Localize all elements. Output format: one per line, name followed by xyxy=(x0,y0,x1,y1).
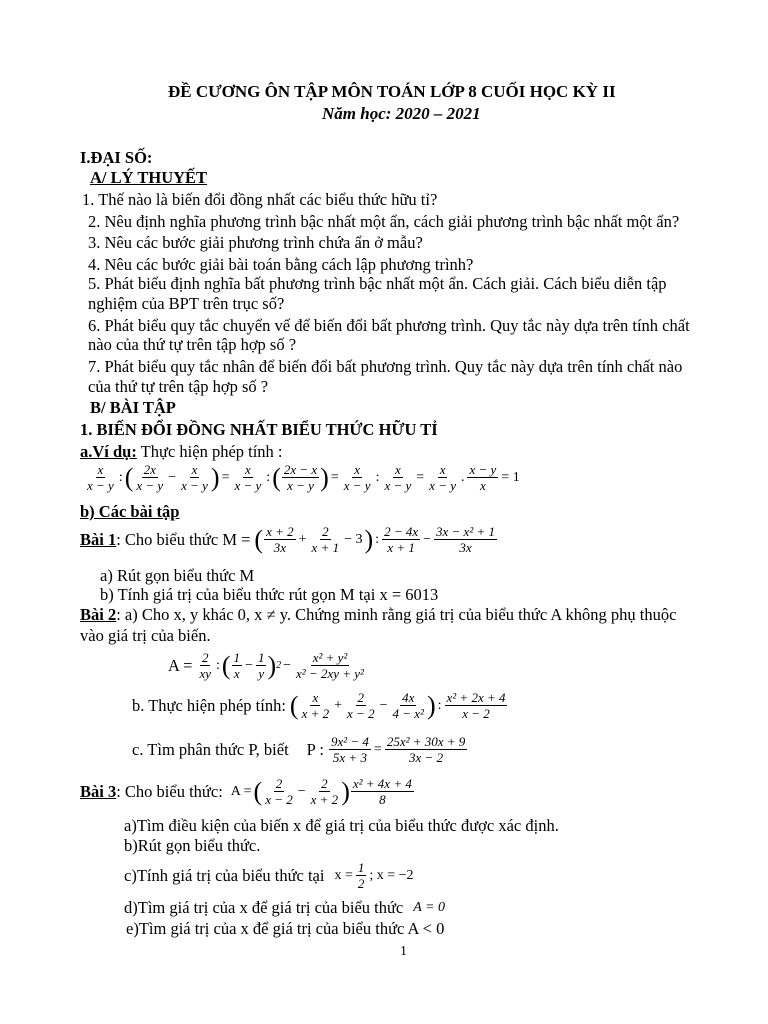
bai2-a-prefix: A = xyxy=(168,655,193,675)
bai2-line2: vào giá trị của biến. xyxy=(80,626,211,645)
theory-question-7-cont: của thứ tự trên tập hợp số ? xyxy=(88,377,269,396)
example-formula: $\frac{x}{x - y}$ : ( $\frac{2x}{x - y}$ − $\frac{x}{x - y}$ ) = $\frac{x}{x - y}$ : ( $\frac{2x - x}{x - y}$ ) = $\frac{x}{x - y}$ : $\frac{x}{x - y}$ = $\frac{x}{x - y}$ . $\frac{x - y}{x}$ = 1 xyxy=(87,462,520,493)
bai2-formula-a: A = $\frac{2}{xy}$ : ( $\frac{1}{x}$ − $\frac{1}{y}$ ) 2 − $\frac{\text{x² + y²}}{\text{x² − 2xy + y²}}$ xyxy=(168,650,364,681)
bai1-line: Bài 1 : Cho biểu thức M = ( $\frac{x + 2}{3x}$ + $\frac{2}{x + 1}$ − 3 ) : $\frac{2 - 4x}{x + 1}$ − $\frac{\text{3x − x² + 1}}{3x}$ xyxy=(80,524,495,555)
bai2-c-label: c. Tìm phân thức P, biết xyxy=(132,739,289,759)
bai3-c-text: c)Tính giá trị của biểu thức tại xyxy=(124,865,325,885)
bai3-part-b: b)Rút gọn biểu thức. xyxy=(124,836,261,855)
school-year: Năm học: 2020 – 2021 xyxy=(322,104,481,123)
theory-question-2: 2. Nêu định nghĩa phương trình bậc nhất một ẩn, cách giải phương trình bậc nhất một ẩn? xyxy=(88,212,680,231)
theory-question-5: 5. Phát biểu định nghĩa bất phương trình bậc nhất một ẩn. Cách giải. Cách biểu diễn tập xyxy=(88,274,667,293)
bai1-part-b: b) Tính giá trị của biểu thức rút gọn M tại x = 6013 xyxy=(100,585,439,604)
theory-question-5-cont: nghiệm của BPT trên trục số? xyxy=(88,294,285,313)
exercises-label: b) Các bài tập xyxy=(80,502,180,521)
theory-heading: A/ LÝ THUYẾT xyxy=(90,168,208,187)
bai1-intro: : Cho biểu thức M = xyxy=(116,529,251,549)
example-line xyxy=(80,442,283,462)
theory-question-4: 4. Nêu các bước giải bài toán bằng cách lập phương trình? xyxy=(88,255,474,274)
document-title: ĐỀ CƯƠNG ÔN TẬP MÔN TOÁN LỚP 8 CUỐI HỌC KỲ II xyxy=(168,82,616,101)
bai3-line: Bài 3 : Cho biểu thức: A = ( $\frac{2}{x - 2}$ − $\frac{2}{x + 2}$ ) $\frac{\text{x² + 4x + 4}}{8}$ xyxy=(80,776,412,807)
bai2-label: Bài 2 xyxy=(80,605,117,624)
bai2-line1 xyxy=(80,605,676,625)
example-text: Thực hiện phép tính : xyxy=(136,442,283,461)
bai3-intro: : Cho biểu thức: xyxy=(116,781,223,801)
section-heading-algebra: I.ĐẠI SỐ: xyxy=(80,148,153,167)
bai2-formula-c: c. Tìm phân thức P, biết P : $\frac{\text{9x² − 4}}{5x + 3}$ = $\frac{\text{25x² + 30x + 9}}{3x - 2}$ xyxy=(132,734,466,765)
example-label: a.Ví dụ: xyxy=(80,442,137,461)
bai3-part-e: e)Tìm giá trị của x để giá trị của biểu thức A < 0 xyxy=(126,919,445,938)
theory-question-7: 7. Phát biểu quy tắc nhân để biến đổi bất phương trình. Quy tắc này dựa trên tính chất nào xyxy=(88,357,683,376)
bai3-d-text: d)Tìm giá trị của x để giá trị của biểu thức xyxy=(124,898,404,917)
bai3-part-c: c)Tính giá trị của biểu thức tại x = $\frac{1}{2}$ ; x = −2 xyxy=(124,860,414,891)
topic-heading: 1. BIẾN ĐỔI ĐỒNG NHẤT BIỂU THỨC HỮU TỈ xyxy=(80,420,438,439)
bai3-label: Bài 3 xyxy=(80,781,117,801)
bai1-part-a: a) Rút gọn biểu thức M xyxy=(100,566,255,585)
exercise-heading: B/ BÀI TẬP xyxy=(90,398,176,417)
bai2-b-label: b. Thực hiện phép tính: xyxy=(132,695,286,715)
theory-question-6: 6. Phát biểu quy tắc chuyển vế để biến đổi bất phương trình. Quy tắc này dựa trên tính chất xyxy=(88,316,690,335)
bai2-c-p: P : xyxy=(306,739,324,759)
bai2-formula-b: b. Thực hiện phép tính: ( $\frac{x}{x + 2}$ + $\frac{2}{x - 2}$ − $\frac{4x}{\text{4 − x²}}$ ) : $\frac{\text{x² + 2x + 4}}{x - 2}$ xyxy=(132,690,506,721)
theory-question-6-cont: nào của thứ tự trên tập hợp số ? xyxy=(88,335,297,354)
page-number: 1 xyxy=(400,944,407,959)
bai2-text: : a) Cho x, y khác 0, x ≠ y. Chứng minh rằng giá trị của biểu thức A không phụ thuộc xyxy=(116,605,677,624)
theory-question-3: 3. Nêu các bước giải phương trình chứa ẩn ở mẫu? xyxy=(88,233,423,252)
bai3-part-a: a)Tìm điều kiện của biến x để giá trị của biểu thức được xác định. xyxy=(124,816,559,835)
theory-question-1: 1. Thế nào là biến đổi đồng nhất các biểu thức hữu tỉ? xyxy=(82,190,438,209)
bai3-part-d: d)Tìm giá trị của x để giá trị của biểu thức A = 0 xyxy=(124,898,446,917)
bai1-label: Bài 1 xyxy=(80,529,117,549)
